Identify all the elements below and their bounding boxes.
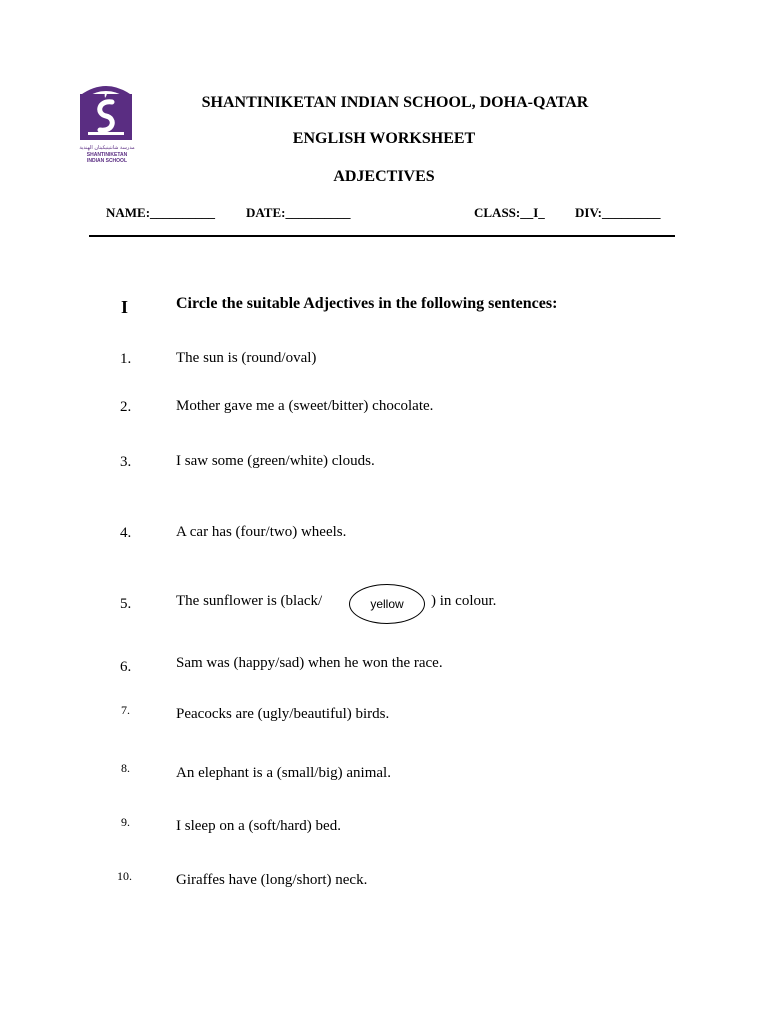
question-number: 5. xyxy=(120,596,132,612)
question-number: 9. xyxy=(121,815,130,829)
question-number: 4. xyxy=(120,525,132,541)
question-number: 10. xyxy=(117,869,132,883)
section-number: I xyxy=(121,297,129,317)
worksheet-title: ENGLISH WORKSHEET xyxy=(292,130,476,147)
circled-answer xyxy=(349,584,425,624)
date-field[interactable]: DATE:__________ xyxy=(246,205,351,220)
question-number: 1. xyxy=(120,351,132,367)
question-text: Giraffes have (long/short) neck. xyxy=(176,872,368,888)
section-instruction: Circle the suitable Adjectives in the following sentences: xyxy=(176,295,558,312)
question-text: I sleep on a (soft/hard) bed. xyxy=(176,818,341,834)
logo-name-line1: SHANTINIKETAN xyxy=(86,152,128,158)
question-text: The sun is (round/oval) xyxy=(176,350,317,366)
name-field[interactable]: NAME:__________ xyxy=(106,205,216,220)
question-text: Mother gave me a (sweet/bitter) chocolate. xyxy=(176,398,434,414)
logo-school-name xyxy=(74,152,140,164)
question-text: A car has (four/two) wheels. xyxy=(176,524,347,540)
question-number: 6. xyxy=(120,659,132,675)
school-title: SHANTINIKETAN INDIAN SCHOOL, DOHA-QATAR xyxy=(201,94,589,111)
question-number: 8. xyxy=(121,761,130,775)
question-text: I saw some (green/white) clouds. xyxy=(176,453,375,469)
question-number: 7. xyxy=(121,703,130,717)
question-text: Sam was (happy/sad) when he won the race. xyxy=(176,655,443,671)
header-divider xyxy=(89,235,675,237)
question-text: An elephant is a (small/big) animal. xyxy=(176,765,391,781)
question-text-before: The sunflower is (black/ xyxy=(176,593,323,609)
logo-name-line2: INDIAN SCHOOL xyxy=(87,158,127,164)
circled-answer-text: yellow xyxy=(370,597,404,611)
question-number: 2. xyxy=(120,399,132,415)
logo-arabic-text: مدرسة شانتينيكيتان الهندية xyxy=(79,145,135,151)
question-text-after: ) in colour. xyxy=(431,593,497,609)
div-field[interactable]: DIV:_________ xyxy=(575,205,661,220)
class-field[interactable]: CLASS:__I_ xyxy=(474,205,545,220)
topic-title: ADJECTIVES xyxy=(333,168,435,185)
question-number: 3. xyxy=(120,454,132,470)
question-text: Peacocks are (ugly/beautiful) birds. xyxy=(176,706,390,722)
